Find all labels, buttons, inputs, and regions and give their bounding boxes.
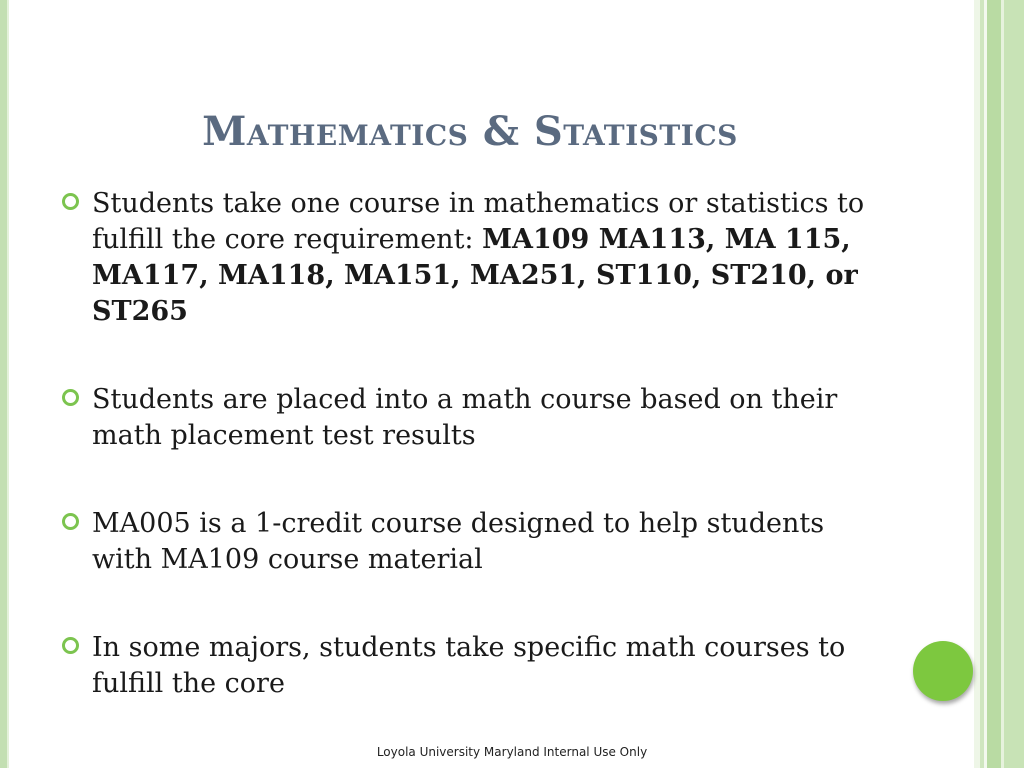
course-list: MA109 MA113, MA 115, MA117, MA118, MA151, MA251, ST110, ST210, or ST265 [92, 224, 858, 327]
green-circle-decoration [913, 641, 973, 701]
bullet-text: Students take one course in mathematics or statistics to fulfill the core requirement: [92, 188, 865, 255]
right-stripe [987, 0, 1001, 768]
bullet-circle-icon [62, 513, 79, 530]
bullet-text: MA005 is a 1-credit course designed to help students with MA109 course material [92, 508, 825, 575]
slide-title: Mathematics & Statistics [202, 108, 738, 155]
bullet-item [62, 506, 882, 578]
bullet-item [62, 630, 882, 702]
bullet-text: In some majors, students take specific math courses to fulfill the core [92, 632, 846, 699]
right-border-decoration [974, 0, 1024, 768]
slide-footer: Loyola University Maryland Internal Use Only [376, 745, 648, 759]
bullet-list [62, 186, 882, 702]
bullet-item [62, 186, 882, 330]
bullet-circle-icon [62, 389, 79, 406]
right-stripe [1004, 0, 1024, 768]
bullet-item [62, 382, 882, 454]
bullet-text: Students are placed into a math course based on their math placement test results [92, 384, 838, 451]
bullet-circle-icon [62, 193, 79, 210]
bullet-circle-icon [62, 637, 79, 654]
